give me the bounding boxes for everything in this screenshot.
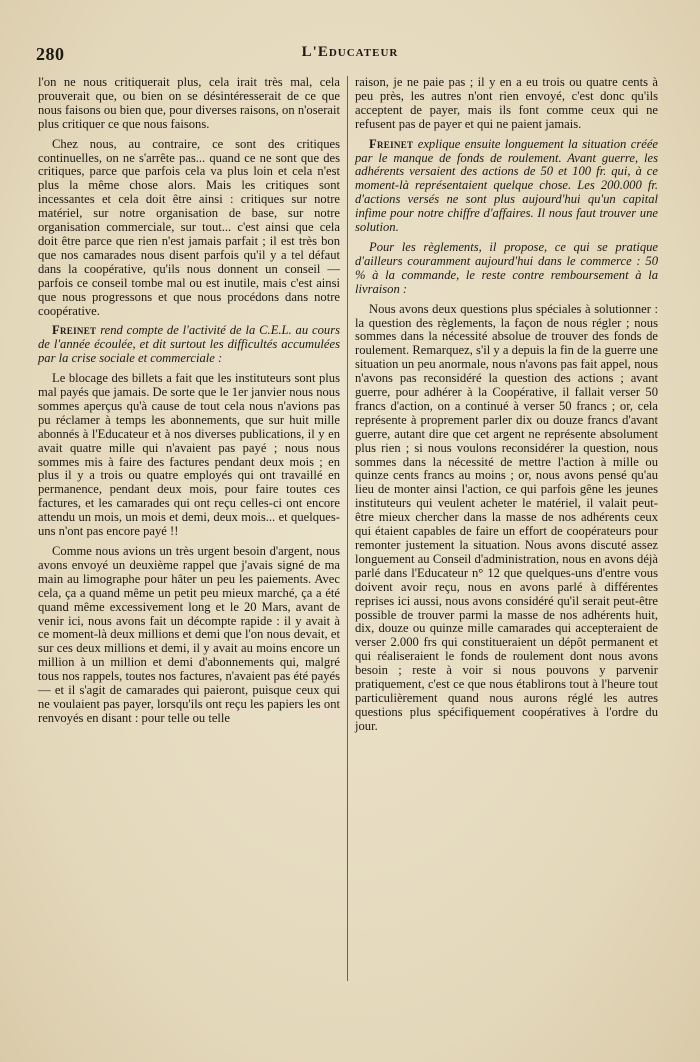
speaker-summary: rend compte de l'activité de la C.E.L. au cours de l'année écoulée, et dit surtout les difficultés accumulées par la crise sociale et commerciale : <box>38 323 340 366</box>
speaker-paragraph <box>355 138 658 235</box>
paragraph: Nous avons deux questions plus spéciales à solutionner : la question des règlements, la façon de nous régler ; nous sommes dans la nécessité absolue de trouver des fonds de roulement. Remarquez, s'il y a depuis la fin de la guerre une situation un peu anormale, nous n'avons pas fait appel, nous n'avons pas reconsidéré la question des actions ; avant guerre, pour adhérer à la Coopérative, il fallait verser 50 francs d'action, on a continué à verser 50 francs ; or, cela représente à proprement parler dix ou douze francs d'avant guerre, autant dire que cet argent ne représente absolument plus rien ; si nous voulons reconsidérer la question, nous sommes dans la nécessité de mettre l'action à mille ou quinze cents francs au moins ; or, nous avons pensé qu'au lieu de monter ainsi l'action, ce qui parfois gêne les jeunes instituteurs qui veulent acheter le matériel, il valait peut-être mieux chercher dans la masse de nos adhérents ceux qui étaient capables de faire un effort de coopérateurs pour remonter justement la situation. Nous avons discuté assez longuement au Conseil d'administration, nous en avons déjà parlé dans l'Educateur n° 12 que quelques-uns d'entre vous doivent avoir reçu, nous en avons parlé à différentes reprises ici aussi, nous avons considéré qu'il serait peut-être possible de trouver parmi la masse de nos adhérents huit, dix, douze ou quinze mille camarades qui accepteraient de verser 2.000 frs qui constitueraient un dépôt permanent et qui réaliseraient le fonds de roulement dont nous avons besoin ; reste à voir si nous pouvons y parvenir pratiquement, c'est ce que nous établirons tout à l'heure tout particulièrement quand nous aurons réglé les autres questions plus spécifiquement coopératives à l'ordre du jour. <box>355 301 658 733</box>
paragraph: raison, je ne paie pas ; il y en a eu trois ou quatre cents à peu près, les autres n'ont rien envoyé, c'est donc qu'ils acceptent de payer, mais ils font comme ceux qui ne refusent pas de payer et qui ne paient jamais. <box>355 75 658 131</box>
page-header <box>36 44 664 66</box>
paragraph: Le blocage des billets a fait que les instituteurs sont plus mal payés que jamais. De sorte que le 1er janvier nous nous sommes aperçus qu'à cause de tout cela nous n'avions pas pu réclamer à temps les abonnements, que sur huit mille abonnés à l'Educateur et à nos diverses publications, il y en avait quatre mille qui n'avaient pas payé ; nous nous sommes mis à faire des factures pendant deux mois ; en plus il y a trois ou quatre employés qui ont travaillé en permanence, pendant deux mois, pour faire toutes ces factures, et les camarades qui ont reçu celles-ci ont encore attendu un mois, un mois et demi, deux mois... et quelques-uns n'ont pas encore payé !! <box>38 371 340 539</box>
column-divider <box>347 76 348 981</box>
paragraph: Comme nous avions un très urgent besoin d'argent, nous avons envoyé un deuxième rappel que j'avais signé de ma main au limographe pour hâter un peu les paiements. Avec cela, ça a quand même un petit peu mieux marché, ça a été quand même excessivement long et le 20 Mars, avant de venir ici, nous avons fait un décompte rapide : il y avait à ce moment-là deux millions et demi que l'on nous devait, et sur ces deux millions et demi, il y avait au moins encore un million à un million et demi d'abonnements qui, malgré tous nos rappels, toutes nos factures, n'avaient pas été payés — et il s'agit de camarades qui paieront, puisque ceux qui ne voulaient pas payer, lorsqu'ils ont reçu les papiers les ont renvoyés en disant : pour telle ou telle <box>38 544 340 725</box>
speaker-name: Freinet <box>52 323 97 338</box>
page-number: 280 <box>36 44 65 64</box>
paragraph: Chez nous, au contraire, ce sont des critiques continuelles, on ne s'arrête pas... quand ce ne sont que des critiques, parce que parfois cela va plus loin et cela n'est plus la même chose alors. Mais les critiques sont incessantes et cela doit être ainsi : critiques sur notre matériel, sur notre organisation de base, sur notre organisation commerciale, sur tout... c'est ainsi que cela doit être parce que rien n'est jamais parfait ; il est très bon que nos camarades nous disent parfois qu'il y a tel défaut dans la coopérative, qu'ils nous donnent un conseil — parfois ce conseil tombe mal ou est inutile, mais c'est ainsi que nous progressons et que nous procédons dans notre coopérative. <box>38 136 340 318</box>
speaker-name: Freinet <box>369 136 414 151</box>
paragraph: l'on ne nous critiquerait plus, cela irait très mal, cela prouverait que, ou bien on se désintéresserait de ce que nous faisons ou bien que, pour diverses raisons, on n'oserait plus critiquer ce que nous faisons. <box>38 75 340 131</box>
speaker-summary: explique ensuite longuement la situation créée par le manque de fonds de roulement. Avant guerre, les adhérents versaient des actions de 50 et 100 fr. qui, à ce moment-là représentaient quelque chose. Les 200.000 fr. d'actions versés ne sont plus aujourd'hui qu'un capital infime pour notre chiffre d'affaires. Il nous faut trouver une solution. <box>355 136 659 235</box>
left-column <box>38 76 340 732</box>
running-title: L'Educateur <box>301 44 399 60</box>
italic-paragraph: Pour les règlements, il propose, ce qui se pratique d'ailleurs couramment aujourd'hui dans le commerce : 50 % à la commande, le reste contre remboursement à la livraison : <box>355 239 658 296</box>
right-column <box>355 76 658 740</box>
speaker-paragraph <box>38 324 340 366</box>
